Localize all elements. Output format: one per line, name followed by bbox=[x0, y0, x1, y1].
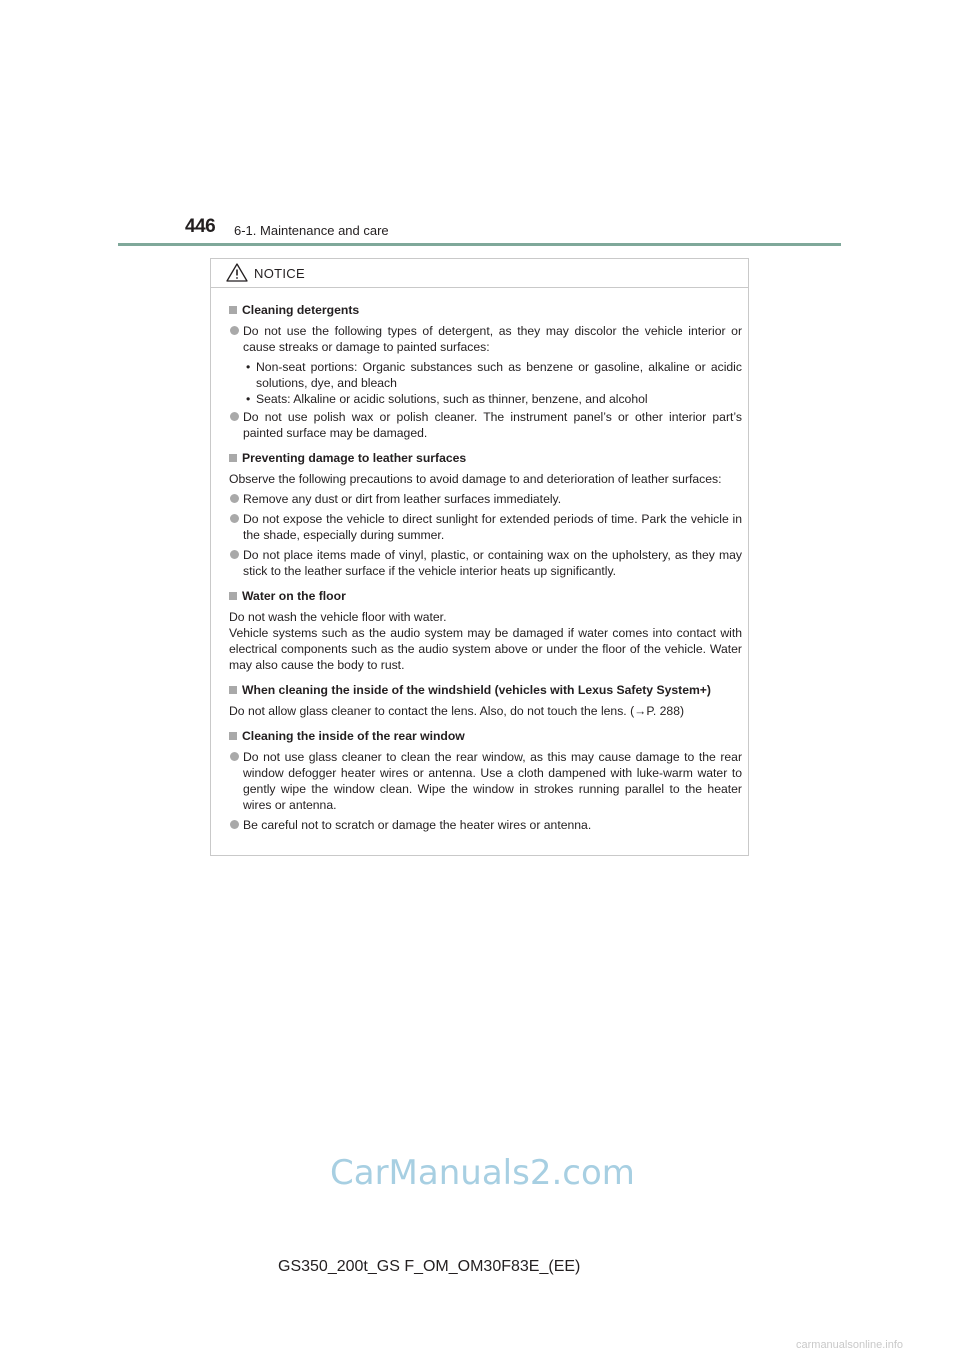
sub-list-item: • Seats: Alkaline or acidic solutions, such as thinner, benzene, and alcohol bbox=[246, 392, 648, 406]
manual-code: GS350_200t_GS F_OM_OM30F83E_(EE) bbox=[278, 1258, 581, 1275]
notice-body bbox=[211, 288, 748, 833]
section-title: 6-1. Maintenance and care bbox=[234, 223, 389, 238]
page-header bbox=[0, 0, 960, 250]
square-bullet-icon bbox=[229, 306, 237, 314]
paragraph: Vehicle systems such as the audio system may be damaged if water comes into contact with electrical components such as the audio system above or under the floor of the vehicle. Water may also cause the body to rust. bbox=[229, 626, 742, 672]
notice-header bbox=[211, 259, 748, 288]
list-item: Remove any dust or dirt from leather surfaces immediately. bbox=[229, 491, 742, 507]
sub-list-item: • Non-seat portions: Organic substances such as benzene or gasoline, alkaline or acidic solutions, dye, and bleach bbox=[246, 360, 742, 390]
circle-bullet-icon bbox=[230, 412, 239, 421]
site-watermark: carmanualsonline.info bbox=[796, 1339, 904, 1351]
warning-triangle-icon bbox=[226, 263, 248, 282]
circle-bullet-icon bbox=[230, 514, 239, 523]
circle-bullet-icon bbox=[230, 752, 239, 761]
header-rule bbox=[118, 243, 841, 246]
page-number: 446 bbox=[185, 216, 216, 237]
circle-bullet-icon bbox=[230, 820, 239, 829]
paragraph: Observe the following precautions to avoid damage to and deterioration of leather surfaces: bbox=[229, 472, 722, 486]
section-heading: Water on the floor bbox=[229, 588, 742, 604]
list-item: Be careful not to scratch or damage the heater wires or antenna. bbox=[229, 817, 742, 833]
circle-bullet-icon bbox=[230, 326, 239, 335]
square-bullet-icon bbox=[229, 686, 237, 694]
section-heading: Cleaning the inside of the rear window bbox=[229, 728, 742, 744]
watermark-text: CarManuals2.com bbox=[330, 1153, 635, 1193]
circle-bullet-icon bbox=[230, 550, 239, 559]
list-item: Do not use the following types of detergent, as they may discolor the vehicle interior or cause streaks or damage to painted surfaces: bbox=[229, 323, 742, 355]
section-heading: When cleaning the inside of the windshield (vehicles with Lexus Safety System+) bbox=[229, 682, 742, 698]
section-heading: Preventing damage to leather surfaces bbox=[229, 450, 742, 466]
section-heading: Cleaning detergents bbox=[229, 302, 742, 318]
list-item: Do not use polish wax or polish cleaner. The instrument panel’s or other interior part’s painted surface may be damaged. bbox=[229, 409, 742, 441]
square-bullet-icon bbox=[229, 592, 237, 600]
notice-title: NOTICE bbox=[254, 266, 305, 281]
square-bullet-icon bbox=[229, 732, 237, 740]
list-item: Do not expose the vehicle to direct sunlight for extended periods of time. Park the vehicle in the shade, especially during summer. bbox=[229, 511, 742, 543]
circle-bullet-icon bbox=[230, 494, 239, 503]
notice-box bbox=[210, 258, 749, 856]
square-bullet-icon bbox=[229, 454, 237, 462]
paragraph: Do not wash the vehicle floor with water. bbox=[229, 610, 447, 624]
list-item: Do not place items made of vinyl, plastic, or containing wax on the upholstery, as they may stick to the leather surface if the vehicle interior heats up significantly. bbox=[229, 547, 742, 579]
list-item: Do not use glass cleaner to clean the rear window, as this may cause damage to the rear window defogger heater wires or antenna. Use a cloth dampened with luke-warm water to gently wipe the window clean. Wipe the window in strokes running parallel to the heater wires or antenna. bbox=[229, 749, 742, 813]
paragraph: Do not allow glass cleaner to contact the lens. Also, do not touch the lens. (→P. 288) bbox=[229, 704, 685, 718]
